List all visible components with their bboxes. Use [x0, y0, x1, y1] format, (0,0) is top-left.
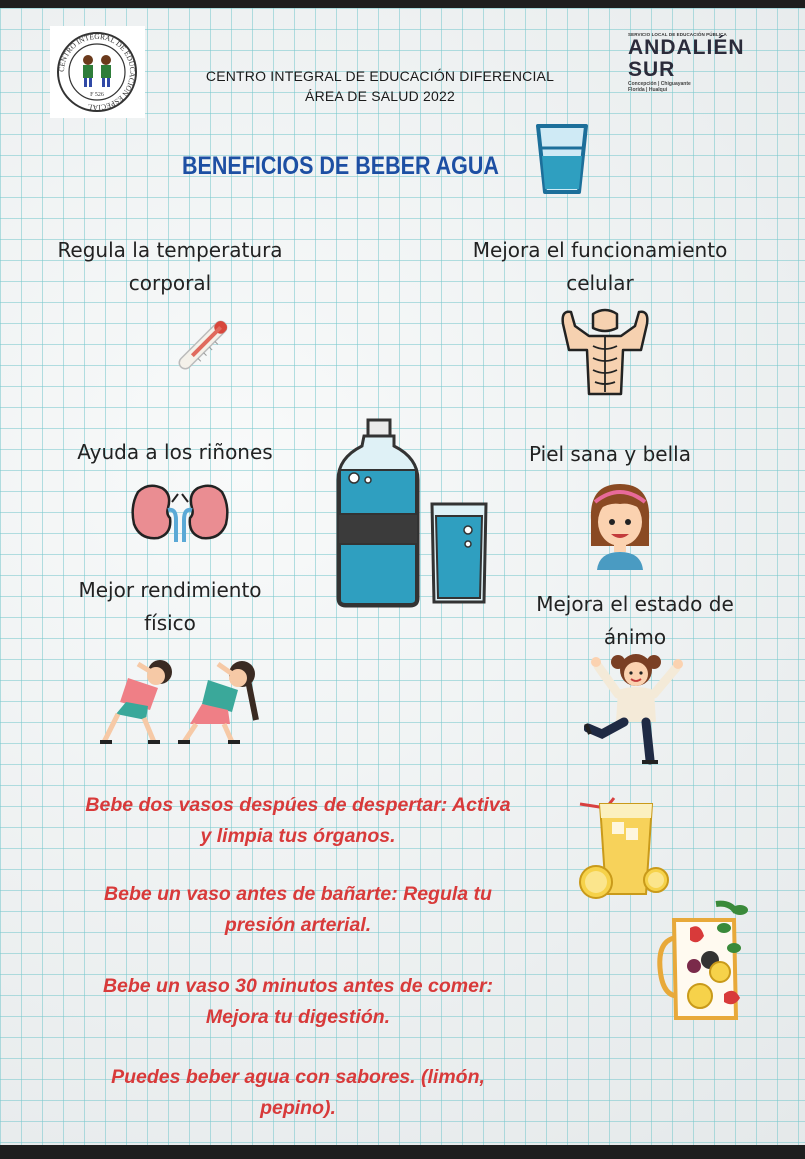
benefit-mood-line2: ánimo	[603, 625, 667, 649]
benefit-skin: Piel sana y bella	[529, 442, 691, 466]
benefit-cells	[455, 234, 745, 300]
logo-code: F 526	[90, 92, 104, 98]
tip-4-line2: pepino).	[260, 1097, 336, 1119]
tip-2-line1: Bebe un vaso antes de bañarte: Regula tu	[104, 883, 492, 905]
kidneys-icon	[128, 480, 232, 550]
header-line-2: ÁREA DE SALUD 2022	[305, 88, 455, 104]
benefit-cells-line2: celular	[566, 271, 634, 295]
benefit-temperature	[40, 234, 300, 300]
water-glass-icon	[533, 120, 591, 200]
tip-1-line2: y limpia tus órganos.	[200, 825, 396, 847]
andalien-sur-logo	[628, 32, 778, 122]
kids-exercise-icon	[98, 650, 264, 750]
tip-1	[28, 790, 568, 852]
water-bottle-icon	[334, 418, 494, 614]
girl-face-icon	[587, 480, 653, 574]
logo-word-1: ANDALIÉN	[628, 36, 745, 59]
happy-girl-icon	[584, 648, 688, 770]
page-title: BENEFICIOS DE BEBER AGUA	[182, 152, 499, 180]
benefit-physical-line1: Mejor rendimiento	[78, 578, 262, 602]
tip-2-line2: presión arterial.	[224, 914, 372, 936]
thermometer-icon	[158, 310, 238, 394]
benefit-physical-line2: físico	[144, 611, 196, 635]
benefit-cells-line1: Mejora el funcionamiento	[472, 238, 728, 262]
benefit-temperature-line1: Regula la temperatura	[57, 238, 283, 262]
tip-4	[28, 1062, 568, 1124]
muscle-body-icon	[555, 306, 655, 402]
header-line-1: CENTRO INTEGRAL DE EDUCACIÓN DIFERENCIAL	[205, 68, 555, 84]
logo-word-2: SUR	[628, 58, 676, 81]
tip-4-line1: Puedes beber agua con sabores. (limón,	[111, 1066, 485, 1088]
tip-2	[28, 879, 568, 941]
tip-3-line1: Bebe un vaso 30 minutos antes de comer:	[102, 975, 494, 997]
school-logo	[50, 26, 145, 118]
lemonade-icon	[574, 794, 674, 904]
benefit-physical	[40, 574, 300, 640]
infographic-page	[0, 8, 805, 1145]
benefit-mood-line1: Mejora el estado de	[536, 592, 734, 616]
logo-sub-1: Concepción | Chiguayante	[628, 81, 691, 87]
logo-ring-text: CENTRO INTEGRAL DE EDUCACION ESPECIAL	[56, 31, 138, 113]
tip-3-line2: Mejora tu digestión.	[205, 1006, 391, 1028]
fruit-pitcher-icon	[654, 898, 758, 1028]
tip-3	[28, 971, 568, 1033]
benefit-temperature-line2: corporal	[128, 271, 212, 295]
logo-top-text: SERVICIO LOCAL DE EDUCACIÓN PÚBLICA	[628, 32, 727, 37]
logo-sub-2: Florida | Hualqui	[628, 87, 668, 93]
benefit-kidneys: Ayuda a los riñones	[77, 440, 273, 464]
benefit-mood	[510, 588, 760, 654]
header	[170, 66, 590, 106]
tip-1-line1: Bebe dos vasos despúes de despertar: Activa	[85, 794, 511, 816]
